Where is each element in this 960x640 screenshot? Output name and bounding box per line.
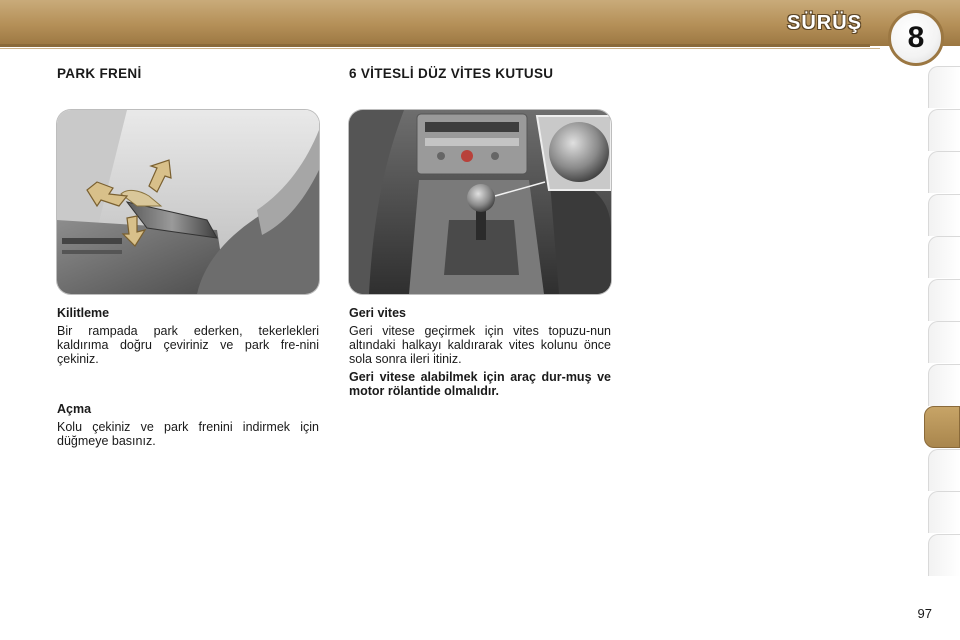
park-brake-title: PARK FRENİ	[57, 66, 142, 81]
page-number: 97	[917, 606, 932, 621]
chapter-tab-5[interactable]	[928, 236, 960, 278]
reverse-text: Geri vitese geçirmek için vites topuzu-nun altındaki halkayı kaldırarak vites kolunu önce sola sonra ileri itiniz.	[349, 324, 611, 366]
chapter-tab-12[interactable]	[928, 534, 960, 576]
chapter-tab-11[interactable]	[928, 491, 960, 533]
chapter-title: SÜRÜŞ	[786, 12, 862, 34]
header-divider	[0, 44, 870, 47]
release-heading: Açma	[57, 402, 92, 416]
park-brake-photo	[57, 110, 319, 294]
gearbox-text	[349, 306, 611, 402]
chapter-tab-2[interactable]	[928, 109, 960, 151]
release-text-block	[57, 402, 319, 452]
chapter-tab-4[interactable]	[928, 194, 960, 236]
chapter-tab-8[interactable]	[928, 364, 960, 406]
header-divider-light	[0, 48, 880, 49]
reverse-heading: Geri vites	[349, 306, 406, 320]
gearbox-title: 6 VİTESLİ DÜZ VİTES KUTUSU	[349, 66, 554, 81]
chapter-tab-9[interactable]	[924, 406, 960, 448]
gearbox-photo	[349, 110, 611, 294]
chapter-tab-10[interactable]	[928, 449, 960, 491]
release-text: Kolu çekiniz ve park frenini indirmek için düğmeye basınız.	[57, 420, 319, 448]
chapter-tab-3[interactable]	[928, 151, 960, 193]
park-brake-illustration	[57, 110, 319, 294]
chapter-tabs	[928, 66, 960, 576]
locking-text: Bir rampada park ederken, tekerlekleri kaldırıma doğru çeviriniz ve park fre-nini çekiniz.	[57, 324, 319, 366]
chapter-tab-1[interactable]	[928, 66, 960, 108]
chapter-number-badge: 8	[888, 10, 944, 66]
chapter-tab-6[interactable]	[928, 279, 960, 321]
locking-heading: Kilitleme	[57, 306, 110, 320]
park-brake-text	[57, 306, 319, 370]
reverse-note: Geri vitese alabilmek için araç dur-muş ve motor rölantide olmalıdır.	[349, 370, 611, 398]
chapter-tab-7[interactable]	[928, 321, 960, 363]
gearbox-illustration	[349, 110, 611, 294]
